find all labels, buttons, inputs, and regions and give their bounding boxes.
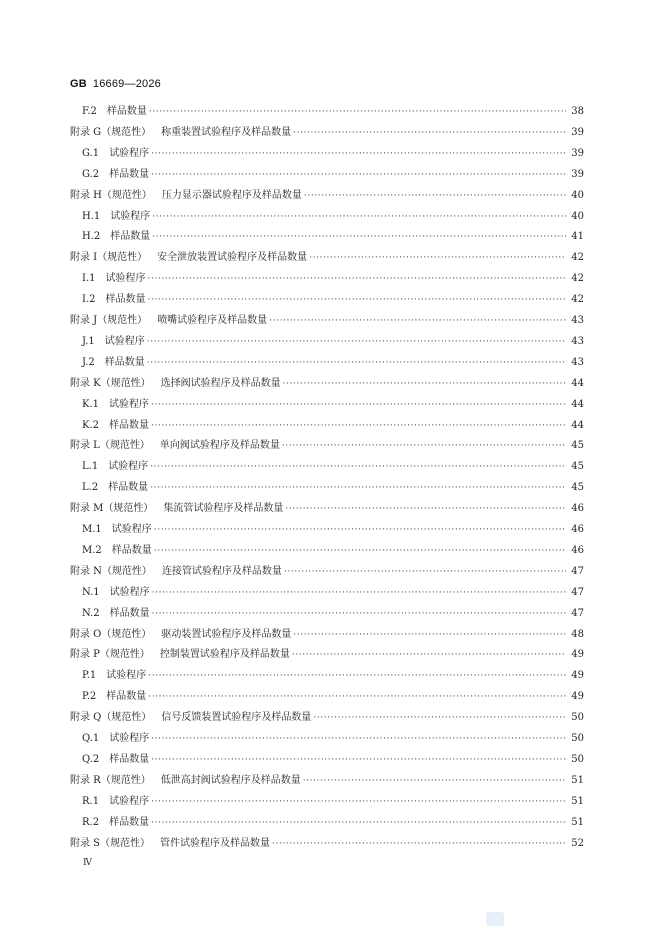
toc-dot-leader [152, 585, 566, 601]
toc-page-number: 51 [571, 774, 584, 786]
toc-entry-number: R.1 [82, 795, 100, 807]
toc-section-entry[interactable] [82, 397, 584, 413]
toc-section-entry[interactable] [82, 146, 584, 162]
toc-entry-number: J.1 [82, 335, 95, 347]
toc-dot-leader [284, 564, 566, 580]
toc-section-entry[interactable] [82, 104, 584, 120]
toc-page-number: 44 [571, 419, 584, 431]
toc-entry-number: L.2 [82, 482, 99, 494]
toc-entry-title: 样品数量 [109, 419, 150, 431]
toc-section-entry[interactable] [82, 606, 584, 622]
toc-entry-title: 安全泄放装置试验程序及样品数量 [157, 252, 308, 264]
toc-entry-title: 样品数量 [109, 816, 150, 828]
toc-page-number: 49 [571, 649, 584, 661]
toc-section-entry[interactable] [82, 229, 584, 245]
toc-appendix-type: （规范性） [101, 628, 152, 640]
toc-dot-leader [282, 438, 566, 454]
toc-entry-title: 压力显示器试验程序及样品数量 [161, 189, 302, 201]
toc-entry-title: 试验程序 [105, 273, 146, 285]
toc-dot-leader [151, 146, 566, 162]
toc-section-entry[interactable] [82, 480, 584, 496]
toc-appendix-type: （规范性） [101, 189, 152, 201]
toc-dot-leader [269, 313, 566, 329]
toc-entry-title: 样品数量 [110, 231, 151, 243]
toc-section-entry[interactable] [82, 355, 584, 371]
toc-page-number: 40 [571, 189, 584, 201]
toc-entry-title: 连接管试验程序及样品数量 [161, 565, 282, 577]
toc-page-number: 45 [571, 461, 584, 473]
toc-dot-leader [303, 773, 566, 789]
toc-entry-title: 试验程序 [106, 670, 147, 682]
toc-entry-number: 附录 K [70, 377, 101, 389]
toc-entry-number: N.2 [82, 607, 100, 619]
toc-page-number: 50 [571, 733, 584, 744]
toc-entry-title: 样品数量 [109, 607, 150, 619]
toc-dot-leader [152, 209, 566, 225]
toc-entry-title: 单向阀试验程序及样品数量 [159, 440, 280, 452]
toc-dot-leader [152, 606, 566, 622]
toc-appendix-type: （规范性） [97, 315, 148, 326]
toc-page-number: 46 [571, 544, 584, 556]
toc-entry-number: 附录 G [70, 126, 102, 138]
toc-page-number: 39 [571, 168, 584, 180]
page-number-footer: Ⅳ [83, 858, 92, 868]
toc-appendix-entry[interactable] [70, 627, 584, 643]
toc-page-number: 41 [571, 231, 584, 243]
toc-appendix-entry[interactable] [70, 313, 584, 329]
toc-dot-leader [151, 794, 566, 810]
toc-page-number: 51 [571, 795, 584, 807]
toc-entry-number: M.1 [82, 524, 102, 535]
toc-appendix-type: （规范性） [97, 252, 148, 264]
toc-page-number: 49 [571, 670, 584, 682]
toc-section-entry[interactable] [82, 585, 584, 601]
toc-entry-number: 附录 I [70, 252, 98, 264]
toc-entry-number: 附录 J [70, 315, 98, 326]
toc-page-number: 50 [571, 753, 584, 765]
toc-dot-leader [148, 689, 566, 705]
toc-appendix-type: （规范性） [101, 126, 152, 138]
toc-section-entry[interactable] [82, 292, 584, 308]
toc-section-entry[interactable] [82, 209, 584, 225]
toc-dot-leader [151, 731, 566, 747]
toc-entry-number: L.1 [82, 461, 99, 473]
toc-appendix-entry[interactable] [70, 501, 584, 517]
toc-dot-leader [313, 710, 566, 726]
toc-page-number: 42 [571, 294, 584, 306]
toc-entry-title: 控制装置试验程序及样品数量 [159, 649, 290, 661]
toc-entry-title: 样品数量 [109, 168, 150, 180]
toc-page-number: 46 [571, 503, 584, 515]
toc-section-entry[interactable] [82, 334, 584, 350]
toc-entry-title: 试验程序 [109, 795, 150, 807]
toc-page-number: 49 [571, 691, 584, 703]
toc-page-number: 38 [571, 106, 584, 117]
toc-appendix-entry[interactable] [70, 647, 584, 663]
toc-entry-title: 称重装置试验程序及样品数量 [161, 126, 292, 138]
toc-dot-leader [151, 752, 566, 768]
toc-entry-title: 信号反馈装置试验程序及样品数量 [161, 712, 312, 724]
toc-page-number: 45 [571, 440, 584, 452]
toc-section-entry[interactable] [82, 418, 584, 434]
toc-section-entry[interactable] [82, 459, 584, 475]
toc-section-entry[interactable] [82, 752, 584, 768]
toc-page-number: 42 [571, 273, 584, 285]
toc-appendix-entry[interactable] [70, 438, 584, 454]
toc-section-entry[interactable] [82, 522, 584, 538]
toc-entry-number: F.2 [82, 106, 97, 117]
toc-entry-number: J.2 [82, 356, 95, 368]
toc-page-number: 44 [571, 398, 584, 410]
toc-entry-title: 低泄高封阀试验程序及样品数量 [160, 774, 301, 786]
toc-entry-title: 样品数量 [106, 106, 147, 117]
toc-section-entry[interactable] [82, 815, 584, 831]
toc-entry-title: 样品数量 [111, 544, 152, 556]
toc-dot-leader [152, 229, 566, 245]
toc-section-entry[interactable] [82, 543, 584, 559]
toc-page-number: 47 [571, 607, 584, 619]
toc-page-number: 51 [571, 816, 584, 828]
toc-page-number: 40 [571, 210, 584, 222]
toc-entry-title: 试验程序 [109, 733, 150, 744]
toc-dot-leader [149, 104, 566, 120]
toc-page-number: 39 [571, 126, 584, 138]
toc-page-number: 46 [571, 524, 584, 535]
toc-dot-leader [304, 188, 566, 204]
toc-dot-leader [148, 292, 567, 308]
toc-entry-title: 试验程序 [104, 335, 145, 347]
toc-entry-title: 样品数量 [104, 356, 145, 368]
toc-dot-leader [292, 647, 566, 663]
toc-entry-number: 附录 H [70, 189, 102, 201]
toc-appendix-type: （规范性） [100, 774, 151, 786]
toc-dot-leader [285, 501, 566, 517]
toc-entry-number: 附录 N [70, 565, 102, 577]
toc-entry-title: 样品数量 [109, 753, 150, 765]
toc-dot-leader [151, 418, 566, 434]
toc-dot-leader [148, 668, 566, 684]
toc-entry-number: Q.2 [82, 753, 100, 765]
watermark-logo [486, 912, 504, 926]
toc-entry-number: H.1 [82, 210, 101, 222]
toc-appendix-entry[interactable] [70, 188, 584, 204]
toc-entry-number: I.2 [82, 294, 96, 306]
toc-page-number: 50 [571, 712, 584, 724]
toc-entry-number: 附录 L [70, 440, 100, 452]
toc-entry-title: 试验程序 [108, 461, 149, 473]
toc-appendix-entry[interactable] [70, 376, 584, 392]
toc-appendix-type: （规范性） [101, 565, 152, 577]
toc-entry-title: 试验程序 [111, 524, 152, 535]
toc-entry-title: 试验程序 [110, 210, 151, 222]
toc-appendix-entry[interactable] [70, 836, 584, 852]
toc-dot-leader [148, 271, 567, 287]
toc-entry-title: 样品数量 [106, 691, 147, 703]
toc-dot-leader [151, 167, 566, 183]
toc-entry-number: 附录 Q [70, 712, 102, 724]
toc-dot-leader [150, 480, 566, 496]
toc-appendix-type: （规范性） [99, 440, 150, 452]
toc-entry-title: 选择阀试验程序及样品数量 [160, 377, 281, 389]
toc-appendix-entry[interactable] [70, 710, 584, 726]
toc-entry-number: G.2 [82, 168, 100, 180]
toc-page-number: 43 [571, 335, 584, 347]
toc-page-number: 39 [571, 147, 584, 159]
toc-entry-title: 驱动装置试验程序及样品数量 [161, 628, 292, 640]
toc-section-entry[interactable] [82, 271, 584, 287]
toc-entry-number: K.1 [82, 398, 100, 410]
toc-appendix-entry[interactable] [70, 564, 584, 580]
toc-appendix-type: （规范性） [100, 377, 151, 389]
standard-prefix: GB [70, 78, 87, 90]
toc-dot-leader [293, 125, 566, 141]
toc-dot-leader [272, 836, 566, 852]
toc-entry-title: 喷嘴试验程序及样品数量 [157, 315, 268, 326]
toc-entry-number: 附录 R [70, 774, 101, 786]
toc-entry-title: 试验程序 [109, 586, 150, 598]
toc-dot-leader [154, 522, 566, 538]
toc-section-entry[interactable] [82, 668, 584, 684]
toc-entry-number: P.2 [82, 691, 97, 703]
toc-dot-leader [293, 627, 566, 643]
toc-section-entry[interactable] [82, 167, 584, 183]
toc-page-number: 43 [571, 315, 584, 326]
toc-entry-number: H.2 [82, 231, 101, 243]
toc-entry-title: 试验程序 [109, 398, 150, 410]
toc-appendix-type: （规范性） [103, 503, 154, 515]
toc-page-number: 44 [571, 377, 584, 389]
toc-entry-title: 管件试验程序及样品数量 [160, 837, 271, 849]
toc-appendix-type: （规范性） [99, 649, 150, 661]
toc-page-number: 42 [571, 252, 584, 264]
toc-entry-number: 附录 M [70, 503, 104, 515]
toc-section-entry[interactable] [82, 794, 584, 810]
toc-dot-leader [309, 250, 566, 266]
toc-dot-leader [151, 815, 566, 831]
toc-entry-number: P.1 [82, 670, 97, 682]
toc-page-number: 45 [571, 482, 584, 494]
toc-dot-leader [150, 459, 566, 475]
toc-appendix-entry[interactable] [70, 125, 584, 141]
toc-page-number: 52 [571, 837, 584, 849]
toc-entry-number: R.2 [82, 816, 100, 828]
toc-entry-title: 样品数量 [108, 482, 149, 494]
toc-entry-title: 集流管试验程序及样品数量 [163, 503, 284, 515]
toc-entry-title: 样品数量 [105, 294, 146, 306]
toc-page-number: 48 [571, 628, 584, 640]
toc-section-entry[interactable] [82, 731, 584, 747]
toc-entry-number: M.2 [82, 544, 102, 556]
toc-entry-number: I.1 [82, 273, 96, 285]
toc-page-number: 47 [571, 586, 584, 598]
toc-appendix-entry[interactable] [70, 250, 584, 266]
toc-dot-leader [147, 334, 566, 350]
toc-page-number: 47 [571, 565, 584, 577]
toc-dot-leader [154, 543, 566, 559]
standard-header [70, 78, 161, 90]
toc-appendix-type: （规范性） [101, 712, 152, 724]
toc-dot-leader [151, 397, 566, 413]
toc-entry-number: 附录 P [70, 649, 100, 661]
toc-entry-number: 附录 O [70, 628, 102, 640]
toc-entry-number: N.1 [82, 586, 100, 598]
toc-dot-leader [147, 355, 566, 371]
toc-page-number: 43 [571, 356, 584, 368]
toc-dot-leader [283, 376, 566, 392]
toc-entry-number: K.2 [82, 419, 100, 431]
toc-section-entry[interactable] [82, 689, 584, 705]
toc-appendix-type: （规范性） [100, 837, 151, 849]
toc-entry-number: G.1 [82, 147, 100, 159]
toc-entry-number: 附录 S [70, 837, 101, 849]
toc-appendix-entry[interactable] [70, 773, 584, 789]
standard-number: 16669—2026 [92, 78, 161, 90]
toc-entry-title: 试验程序 [109, 147, 150, 159]
toc-entry-number: Q.1 [82, 733, 100, 744]
